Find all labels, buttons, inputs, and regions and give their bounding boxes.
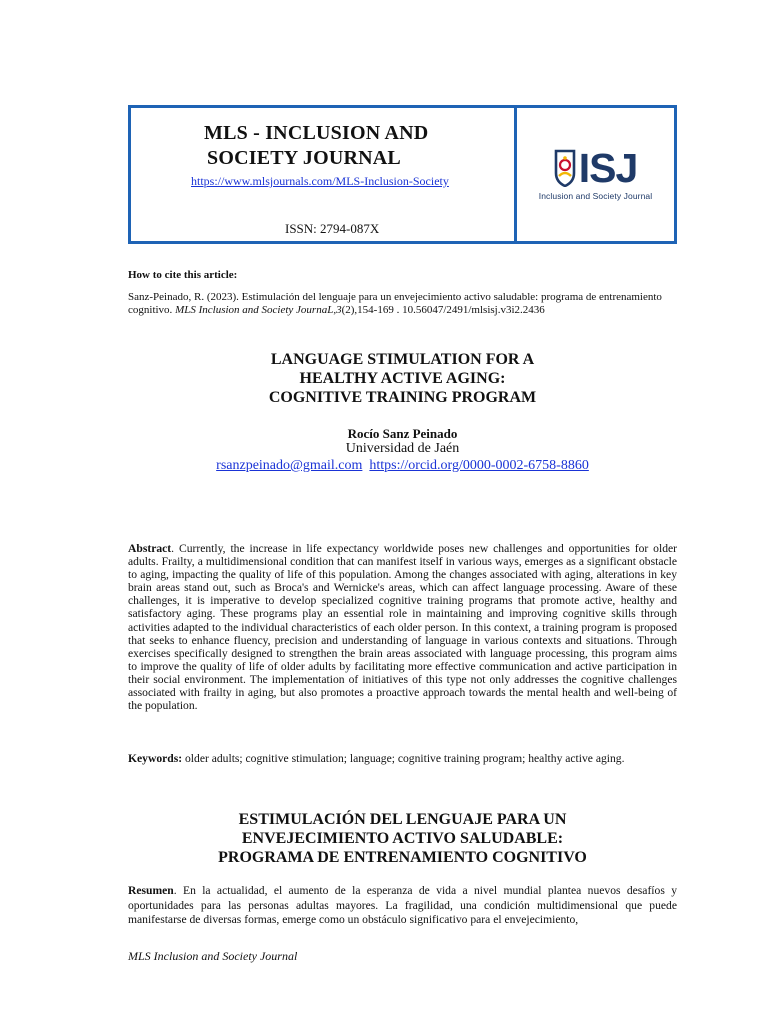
shield-icon — [554, 149, 576, 187]
journal-logo-area — [517, 108, 674, 241]
citation-text — [128, 291, 677, 317]
keywords-text: older adults; cognitive stimulation; language; cognitive training program; healthy active aging. — [182, 752, 625, 765]
article-title-english — [128, 350, 677, 407]
abstract-label: Abstract — [128, 542, 172, 555]
keywords-paragraph — [128, 752, 677, 765]
page-footer: MLS Inclusion and Society Journal — [128, 949, 298, 963]
resumen-text: . En la actualidad, el aumento de la esperanza de vida a nivel mundial plantea nuevos desafíos y oportunidades para las personas adultas mayores. La fragilidad, una condición multidimensional que puede manifestarse de diversas formas, emerge como un obstáculo significativo para el envejecimiento, — [128, 884, 677, 926]
resumen-label: Resumen — [128, 884, 174, 897]
title-en-line-3: COGNITIVE TRAINING PROGRAM — [268, 389, 537, 406]
issn-text: ISSN: 2794-087X — [285, 221, 380, 236]
title-en-line-1: LANGUAGE STIMULATION FOR A — [270, 351, 535, 368]
abstract-paragraph — [128, 542, 677, 712]
author-affiliation: Universidad de Jaén — [345, 441, 460, 456]
keywords-label: Keywords: — [128, 752, 183, 765]
article-title-spanish — [128, 810, 677, 867]
journal-header-info — [131, 108, 514, 241]
title-en-line-2: HEALTHY ACTIVE AGING: — [299, 370, 506, 387]
journal-title-line-1: MLS - INCLUSION AND — [204, 122, 429, 144]
author-contact — [128, 458, 677, 474]
citation-plain: Sanz-Peinado, R. (2023). Estimulación del lenguaje para un envejecimiento activo saludable: programa de entrenamiento cognitivo. — [128, 291, 662, 316]
journal-title-line-2: SOCIETY JOURNAL — [207, 147, 401, 169]
abstract-text: . Currently, the increase in life expectancy worldwide poses new challenges and opportunities for older adults. Frailty, a multidimensional condition that can manifest itself in various ways, emerges as a significant obstacle to aging, impacting the quality of life of this population. Among the changes associated with aging, alterations in key brain areas stand out, such as Broca's and Wernicke's areas, which can affect language processing. Aware of these challenges, it is imperative to develop specialized cognitive training programs that promote active, healthy and satisfactory aging. These programs play an essential role in maintaining and improving cognitive skills through activities adapted to the individual characteristics of each older person. In this context, a training program is proposed that seeks to enhance fluency, precision and understanding of language in various contexts and situations. Through exercises specifically designed to strengthen the brain areas associated with language processing, this program aims to improve the quality of life of older adults by facilitating more effective communication and active participation in their social environment. The implementation of initiatives of this type not only addresses the cognitive challenges associated with frailty in aging, but also promotes a proactive approach towards the mental health and well-being of the population. — [128, 542, 677, 713]
journal-url-link[interactable]: https://www.mlsjournals.com/MLS-Inclusion-Society — [191, 174, 449, 188]
citation-journal: MLS Inclusion and Society JournaL,3 — [175, 304, 342, 316]
author-email-link[interactable]: rsanzpeinado@gmail.com — [216, 458, 363, 473]
citation-tail: (2),154-169 . 10.56047/2491/mlsisj.v3i2.2436 — [341, 304, 545, 316]
title-es-line-2: ENVEJECIMIENTO ACTIVO SALUDABLE: — [241, 830, 564, 847]
title-es-line-1: ESTIMULACIÓN DEL LENGUAJE PARA UN — [238, 811, 567, 828]
logo-letters: ISJ — [578, 145, 638, 191]
author-orcid-link[interactable]: https://orcid.org/0000-0002-6758-8860 — [369, 458, 589, 473]
journal-header-box — [128, 105, 677, 244]
cite-heading: How to cite this article: — [128, 269, 238, 281]
logo-subtitle: Inclusion and Society Journal — [538, 191, 653, 201]
journal-title — [204, 121, 428, 171]
isj-logo — [538, 145, 653, 201]
title-es-line-3: PROGRAMA DE ENTRENAMIENTO COGNITIVO — [218, 849, 587, 866]
resumen-paragraph — [128, 884, 677, 929]
author-name: Rocío Sanz Peinado — [347, 426, 458, 441]
